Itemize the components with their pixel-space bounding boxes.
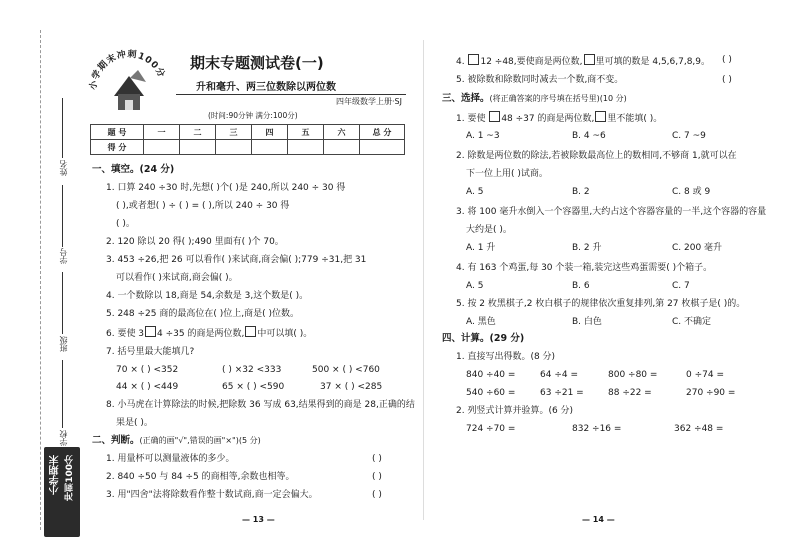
page-number-left: — 13 — (242, 515, 275, 524)
brand-logo (84, 38, 174, 118)
calc-item: 0 ÷74 = (686, 370, 724, 380)
choice-1-prefix: 1. 要使 (456, 114, 486, 124)
score-cell[interactable] (324, 140, 360, 155)
choice-1 (456, 111, 662, 125)
score-header-cell: 三 (216, 125, 252, 140)
score-table (90, 124, 405, 155)
choice-2-line-b: 下一位上用( )试商。 (466, 169, 548, 179)
judge-4-prefix: 4. (456, 57, 465, 67)
section-2-heading: 二、判断。 (92, 435, 140, 446)
answer-paren[interactable]: ( ) (372, 454, 382, 464)
calc-item: 800 ÷80 = (608, 370, 658, 380)
choice-1-suffix: 里不能填( )。 (607, 114, 663, 124)
q3-line-b: 可以看作( )来试商,商会偏( )。 (116, 273, 238, 283)
score-cell[interactable] (216, 140, 252, 155)
house-logo-icon (84, 38, 174, 118)
option[interactable]: A. 1 升 (466, 243, 496, 253)
page-title: 期末专题测试卷(一) (190, 54, 324, 72)
q6 (106, 326, 312, 340)
binding-margin (0, 0, 80, 560)
score-header-cell: 一 (144, 125, 180, 140)
digit-box[interactable] (145, 326, 156, 337)
section-3-title (442, 93, 627, 105)
section-3-heading: 三、选择。 (442, 93, 490, 104)
q7-item: 70 × ( ) <352 (116, 365, 179, 375)
q6-middle: 4 ÷35 的商是两位数, (157, 329, 245, 339)
calc-item: 724 ÷70 = (466, 424, 516, 434)
judge-4 (456, 54, 710, 68)
option[interactable]: B. 4 ~6 (572, 131, 606, 141)
option[interactable]: A. 5 (466, 281, 484, 291)
calc-item: 270 ÷90 = (686, 388, 736, 398)
calc-item: 88 ÷22 = (608, 388, 652, 398)
spine-brand-text-2: 冲刺100分 (65, 455, 75, 501)
option[interactable]: C. 不确定 (672, 317, 712, 327)
judge-4-suffix: 里可填的数是 4,5,6,7,8,9。 (595, 57, 711, 67)
option[interactable]: C. 8 或 9 (672, 187, 711, 197)
score-cell[interactable] (252, 140, 288, 155)
page-subtitle: 升和毫升、两三位数除以两位数 (196, 82, 336, 93)
score-cell[interactable] (288, 140, 324, 155)
calc-item: 64 ÷4 = (540, 370, 578, 380)
q6-suffix: 中可以填( )。 (257, 329, 313, 339)
score-table-header-row (91, 125, 405, 140)
score-cell[interactable] (144, 140, 180, 155)
page-number-right: — 14 — (582, 515, 615, 524)
score-header-cell: 四 (252, 125, 288, 140)
score-cell[interactable] (360, 140, 405, 155)
choice-3-line-a: 3. 将 100 毫升水倒入一个容器里,大约占这个容器容量的一半,这个容器的容量 (456, 207, 767, 217)
calc-item: 63 ÷21 = (540, 388, 584, 398)
time-info: (时间:90分钟 满分:100分) (208, 111, 298, 120)
name-label: 姓名 (59, 160, 68, 176)
q7-item: 500 × ( ) <760 (312, 365, 380, 375)
digit-box[interactable] (245, 326, 256, 337)
judge-3: 3. 用"四舍"法将除数看作整十数试商,商一定会偏大。 (106, 490, 318, 500)
calc-1-title: 1. 直接写出得数。(8 分) (456, 352, 556, 362)
q8-line-a: 8. 小马虎在计算除法的时候,把除数 36 写成 63,结果得到的商是 28,正确的结 (106, 400, 415, 410)
q4: 4. 一个数除以 18,商是 54,余数是 3,这个数是( )。 (106, 291, 309, 301)
spine-brand-text-1: 小学期末 (50, 455, 61, 495)
section-3-note: (将正确答案的序号填在括号里)(10 分) (489, 94, 627, 103)
q7-item: 44 × ( ) <449 (116, 382, 179, 392)
score-header-cell: 二 (180, 125, 216, 140)
q8-line-b: 果是( )。 (116, 418, 153, 428)
option[interactable]: A. 黑色 (466, 317, 496, 327)
page-divider (423, 40, 424, 520)
title-rule (176, 94, 406, 95)
judge-4-middle: 12 ÷48,要使商是两位数, (480, 57, 583, 67)
student-id-label: 学号 (59, 248, 68, 264)
answer-paren[interactable]: ( ) (372, 472, 382, 482)
calc-item: 540 ÷60 = (466, 388, 516, 398)
q1-line-a: 1. 口算 240 ÷30 时,先想( )个( )是 240,所以 240 ÷ 30 得 (106, 183, 346, 193)
option[interactable]: A. 1 ~3 (466, 131, 500, 141)
grade-label: 四年级数学上册·SJ (336, 97, 402, 106)
answer-paren[interactable]: ( ) (722, 75, 732, 85)
judge-2: 2. 840 ÷50 与 84 ÷5 的商相等,余数也相等。 (106, 472, 295, 482)
score-row-label: 得 分 (91, 140, 144, 155)
digit-box[interactable] (489, 111, 500, 122)
choice-3-line-b: 大约是( )。 (466, 225, 512, 235)
q3-line-a: 3. 453 ÷26,把 26 可以看作( )来试商,商会偏( );779 ÷31,把 31 (106, 255, 367, 265)
calc-item: 840 ÷40 = (466, 370, 516, 380)
digit-box[interactable] (468, 54, 479, 65)
section-2-title (92, 435, 261, 447)
option[interactable]: B. 6 (572, 281, 590, 291)
q5: 5. 248 ÷25 商的最高位在( )位上,商是( )位数。 (106, 309, 299, 319)
choice-2-line-a: 2. 除数是两位数的除法,若被除数最高位上的数相同,不够商 1,就可以在 (456, 151, 737, 161)
choice-5: 5. 按 2 枚黑棋子,2 枚白棋子的规律依次重复排列,第 27 枚棋子是( )的。 (456, 299, 746, 309)
q7-item: ( ) ×32 <333 (222, 365, 282, 375)
answer-paren[interactable]: ( ) (722, 55, 732, 65)
judge-1: 1. 用量杯可以测量液体的多少。 (106, 454, 235, 464)
option[interactable]: A. 5 (466, 187, 484, 197)
digit-box[interactable] (595, 111, 606, 122)
q6-prefix: 6. 要使 3 (106, 329, 145, 339)
digit-box[interactable] (584, 54, 595, 65)
score-header-cell: 题 号 (91, 125, 144, 140)
calc-item: 362 ÷48 = (674, 424, 724, 434)
q1-line-c: ( )。 (116, 219, 135, 229)
q7-item: 37 × ( ) <285 (320, 382, 383, 392)
score-header-cell: 五 (288, 125, 324, 140)
brand-arc-text: 小学期末冲刺100分 (88, 49, 167, 91)
choice-1-middle: 48 ÷37 的商是两位数, (501, 114, 595, 124)
option[interactable]: B. 2 升 (572, 243, 602, 253)
option[interactable]: B. 2 (572, 187, 590, 197)
option[interactable]: C. 7 (672, 281, 690, 291)
school-label: 学校 (59, 430, 68, 446)
score-cell[interactable] (180, 140, 216, 155)
q1-line-b: ( ),或者想( ) ÷ ( ) = ( ),所以 240 ÷ 30 得 (116, 201, 290, 211)
choice-4: 4. 有 163 个鸡蛋,每 30 个装一箱,装完这些鸡蛋需要( )个箱子。 (456, 263, 713, 273)
q7: 7. 括号里最大能填几? (106, 347, 195, 357)
calc-item: 832 ÷16 = (572, 424, 622, 434)
option[interactable]: C. 200 毫升 (672, 243, 723, 253)
q7-item: 65 × ( ) <590 (222, 382, 285, 392)
spine-brand-block (44, 447, 80, 537)
score-header-cell: 六 (324, 125, 360, 140)
section-4-title: 四、计算。(29 分) (442, 333, 525, 344)
score-header-cell: 总 分 (360, 125, 405, 140)
section-2-note: (正确的画"√",错误的画"×")(5 分) (139, 436, 261, 445)
answer-paren[interactable]: ( ) (372, 490, 382, 500)
calc-2-title: 2. 列竖式计算并验算。(6 分) (456, 406, 574, 416)
section-1-title: 一、填空。(24 分) (92, 164, 175, 175)
q2: 2. 120 除以 20 得( );490 里面有( )个 70。 (106, 237, 284, 247)
judge-5: 5. 被除数和除数同时减去一个数,商不变。 (456, 75, 624, 85)
option[interactable]: B. 白色 (572, 317, 602, 327)
class-label: 班级 (59, 336, 68, 352)
score-table-row (91, 140, 405, 155)
option[interactable]: C. 7 ~9 (672, 131, 706, 141)
